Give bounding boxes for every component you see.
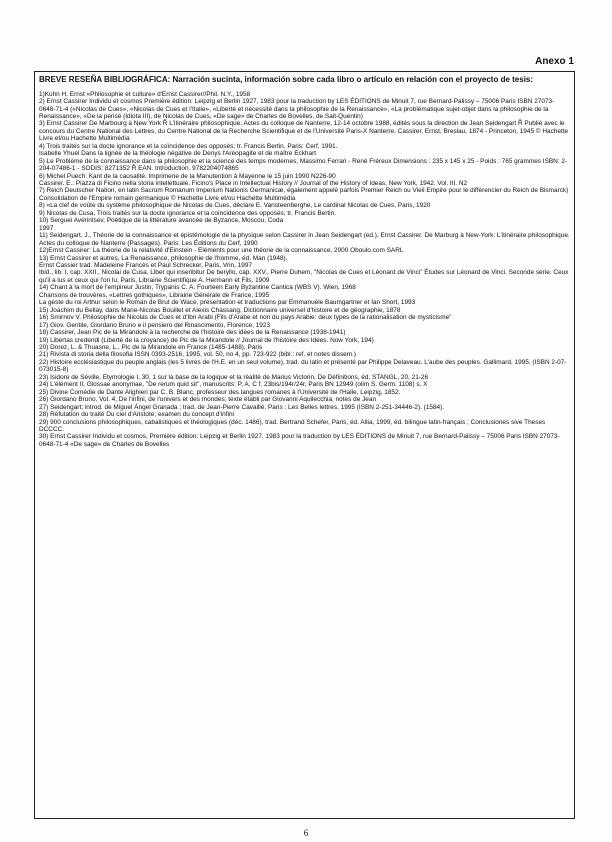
bibliography-entry: 2) Ernst Cassirer Individu et cosmos Première édition: Leipzig et Berlin 1927, 1983 pour la traduction by LES ÉDITIONS de Minuit 7, rue Bernard-Palissy – 75006 Paris ISBN 27073-0648-71-4 («Nicolas de Cues», «Nicolas de Cues et l'Italie», «Liberté et nécessité dans la philosophie de la Renaissance», «La problématique sujet-objet dans la philosophie de la Renaissance», «De la pensé (Idiota III), de Nicolas de Cues, «De sage» de Charles de Bovelles, de Sait-Quentin): [39, 98, 555, 120]
bibliography-entry: 10) Serguei Avérintsev, Poétique de la littérature avancée de Byzance, Moscou, Coda: [39, 217, 284, 225]
bibliography-entry: 25) Divine Comédie de Dante Alighieri par C. B. Blanc, professeur des langues romanes à l'Université de l'Halle, Leipzig, 1852.: [39, 388, 401, 396]
bibliography-entry: Ibid., lib. I, cap. XXII., Nicolai de Cusa, Liber qui inseribitur De beryllo, cap. XXV., Pierre Duhem, "Nicolas de Cues et Léonard de Vinci" Études sur Léonard de Vinci. Seconde série. Ceux qu'il a lus et ceux qui l'on lu, Paris, Librairie Scientifique A. Hermann et Fils, 1909: [39, 269, 569, 284]
bibliography-entry: 11) Seidengart, J., Théorie de la connaissance et épistémologie de la physique selon Cassirer in Jean Seidengart (ed.), Ernst Cassirer. De Marburg à New-York: L'itinéraire philosophique. Actes du colloque de Nanterre (Passages). Paris: Les Éditions du Cerf, 1990: [39, 232, 570, 247]
bibliography-entry: Chansons de trouvères, «Lettres gothiques», Librairie Générale de France, 1995: [39, 291, 270, 299]
bibliography-entry: 30) Ernst Cassirer Individu et cosmos, Première édition: Leipzig et Berlin 1927, 1983 pour la traduction by LES ÉDITIONS de Minuit 7, rue Bernard-Palissy – 75006 Paris ISBN 27073-0648-71-4 «De sage» de Charles de Bovelles: [39, 433, 560, 448]
bibliography-entry: 21) Rivista di storia della filosofia ISSN 0393-2516, 1995, vol. 50, no 4, pp. 723-922 (bibl.: ref. et notes dissem.): [39, 351, 357, 359]
bibliography-entry: Isabelle Yhuel Dans la lignée de la théologie négative de Denys l'Aréopagite et de maître Eckhart: [39, 150, 317, 158]
annex-label: Anexo 1: [535, 56, 574, 67]
bibliography-entry: 3) Ernst Cassirer De Marbourg à New York Ř L'itinéraire philosophique, Actes du colloque de Nanterre, 12-14 octobre 1988, édités sous la direction de Jean Seidengart Ř Publié avec le concours du Centre National des Lettres, du Centre National de la Recherche Scientifique et de l'Université Paris-X Nanterre, Cassirer, Ernst, Breslau, 1874 - Princeton, 1945 © Hachette Livre et/ou Hachette Multimédia: [39, 120, 569, 143]
bibliography-entry: 19) Libertas credendi (Liberté de la croyance) de Pic de la Mirandole // Journal de l'histoire des Idées. Now York, 194): [39, 336, 374, 344]
bibliography-heading: BREVE RESEÑA BIBLIOGRÁFICA: Narración sucinta, información sobre cada libro o artículo en relación con el proyecto de tesis:: [39, 75, 534, 84]
bibliography-entry: 1)Kuhn H. Ernst «Philosophie et culture» d'Ernst Cassirer//Phil. N.Y., 1958: [39, 90, 251, 98]
bibliography-entry: 28) Réfutation du traité Du ciel d'Aristote; examen du concept d'infini: [39, 411, 234, 419]
bibliography-entry: 8) «La clef de voûte du système philosophique de Nicolas de Cues, déclare E. Vansteenberghe, Le cardinal Nicolas de Cues, Paris, 1920: [39, 202, 431, 210]
bibliography-entry: Cassirer. E.: Piazza di Ficino nella storia intellettuale. Ficino's Place in Intellectual History // Journal of the History of Ideas, New York, 1942. Vol. III. N2: [39, 180, 468, 188]
bibliography-entry: 5) Le Problème de la connaissance dans la philosophie et la science des temps modernes, Massimo Ferrari - René Fréreux Dimensions : 235 x 145 x 25 - Poids : 765 grammes ISBN: 2-204-07486-1 - SODIS: 8271352 Ř EAN. Introduction. 9782204074865: [39, 157, 568, 173]
bibliography-entries: [39, 91, 570, 449]
bibliography-entry: 1997: [39, 224, 54, 232]
bibliography-box: [34, 71, 575, 819]
bibliography-entry: La geste du roi Arthur selon le Roman de Brut de Wace, présentation et traductions par Emmanuèle Baumgartner et Ian Short, 1993: [39, 299, 416, 307]
bibliography-entry: 9) Nicolas de Cusa, Trois traités sur la docte ignorance et la coïncidence des opposés; tr. Francis Bertin.: [39, 209, 336, 217]
bibliography-entry: 6) Michel Puech: Kant de la causalité. Imprimerie de la Manutention à Mayenne le 15 juin 1990 N226-90: [39, 172, 336, 180]
bibliography-entry: 17) Giov. Gentile, Giordano Bruno e il pensiero del Rinascimento, Florence, 1923: [39, 321, 271, 329]
bibliography-entry: 15) Joachim du Bellay, dans Marie-Nicolas Bouillet et Alexis Chassang, Dictionnaire universel d'histoire et de géographie, 1878: [39, 306, 401, 314]
bibliography-entry: 20) Dorez, L. & Thuasne, L., Pic de la Mirandole en France (1485-1488), Paris: [39, 344, 263, 351]
bibliography-entry: 13) Ernst Cassirer et autres, La Renaissance, philosophie de l'homme, éd. Man (1948).: [39, 254, 288, 262]
bibliography-entry: 23) Isidore de Séville, Etymologie I, 30, 1 sur la base de la logique et la réalité de Marius Victorin, De Définitions, éd. STANGL, 20, 21-26: [39, 373, 429, 381]
bibliography-entry: 4) Trois traités sur la docte ignorance et la coïncidence des opposés; tr. Francis Bertin. Paris: Cerf, 1991.: [39, 142, 338, 150]
page-number: 6: [303, 828, 309, 838]
bibliography-entry: 27) Seidengart; introd. de Miguel Ángel Granada ; trad. de Jean-Pierre Cavaillé. Paris : Les Belles lettres, 1995 (ISBN 2-251-34446-2). (1584).: [39, 403, 445, 411]
bibliography-entry: 12)Ernst Cassirer: La théorie de la relativité d'Einstein - Eléments pour une théorie de la connaissance, 2000 Oboulo.com SARL: [39, 247, 404, 255]
bibliography-entry: 14) Chant à la mort de l'empireur Justin, Trypanis C. A. Fourteen Early Byzantine Cantica (WBS V). Wien, 1968: [39, 284, 356, 292]
bibliography-entry: 29) 900 conclusions philosophiques, cabalistiques et théologiques (déc. 1486), trad. Bertrand Schefer, Paris, éd. Allia, 1999, éd. bilingue latin-français ; Conclusiones sive Theses DCCCC.: [39, 418, 546, 433]
bibliography-entry: 7) Reich Deutscher Nation, en latin Sacrum Romanum Imperium Nationis Germanicæ, également appelé parfois Premier Reich ou Vieil Empire pour le différencier du Reich de Bismarck) Consolidation de l'Empire romain germanique © Hachette Livre et/ou Hachette Multimédia: [39, 187, 569, 202]
bibliography-entry: 26) Giordano Bruno, Vol. 4, De l'infini, de l'univers et des mondes; texte établi par Giovanni Aquilecchia; notes de Jean: [39, 396, 377, 404]
bibliography-entry: 18) Cassirer, Jean Pic de la Mirandole à la recherche de l'histoire des idées de la Renaissance (1938-1941): [39, 329, 346, 337]
bibliography-entry: Ernst Cassier trad. Madeleine Francès et Paul Schrecker, Paris, Vrin, 1997: [39, 262, 253, 270]
bibliography-entry: 22) Histoire ecclésiastique du peuple anglais (les 5 livres de l'H.E. en un seul volume), trad. du latin et présenté par Philippe Delaveau. L'aube des peuples. Gallimard, 1995. (ISBN 2-07-073015-8): [39, 358, 567, 374]
bibliography-entry: 16) Smirnov V. Philosophie de Nicolas de Cues et d'Ibn Arabi (Fils d'Arabe et non du pays Arabie: deux types de la rationalisation de mysticisme": [39, 314, 452, 322]
bibliography-entry: 24) L'élément II, Glossae anonymae, "De rerum quid sit", manuscrits: P, A, C f. 23bis/194r/24r, Paris BN 12949 (olim S. Germ. 1108) s. X: [39, 381, 428, 389]
